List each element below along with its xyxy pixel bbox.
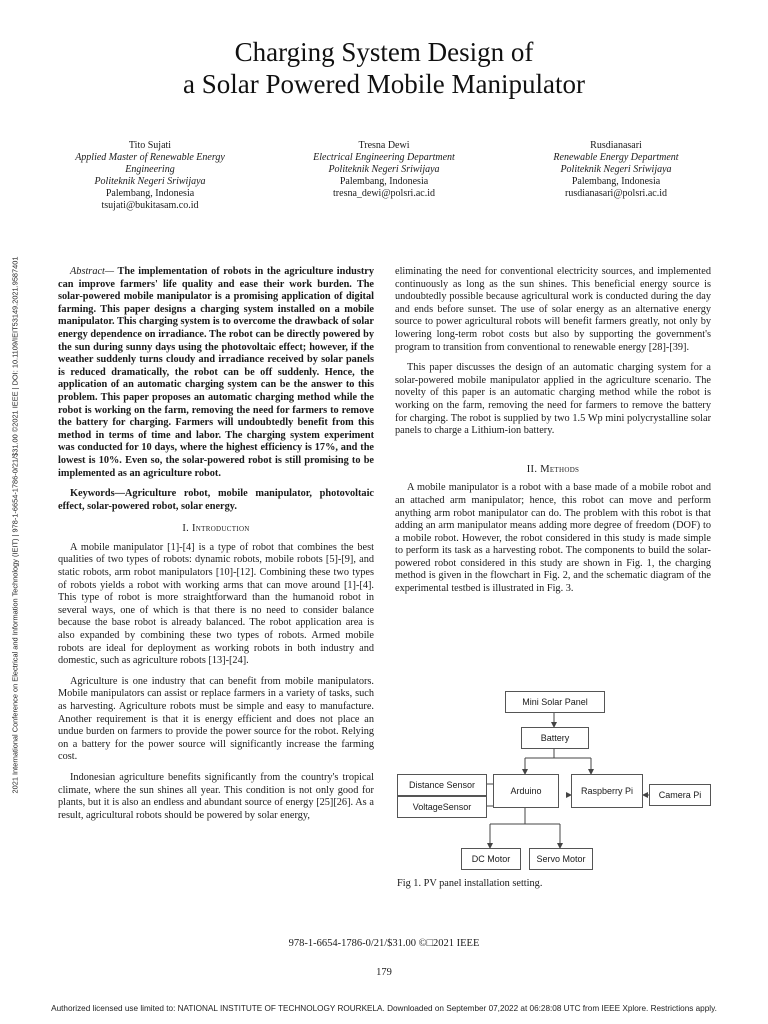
author-email: tresna_dewi@polsri.ac.id (333, 188, 435, 199)
keywords: Keywords—Agriculture robot, mobile manipulator, photovoltaic effect, solar-powered robot, solar energy. (58, 488, 374, 512)
paper-title (0, 36, 768, 100)
dc-motor-box: DC Motor (461, 848, 521, 870)
author-institution: Politeknik Negeri Sriwijaya (328, 164, 440, 175)
page-number: 179 (376, 967, 392, 978)
distance-sensor-box: Distance Sensor (397, 774, 487, 796)
title-line-1: Charging System Design of (234, 37, 534, 67)
author-email: rusdianasari@polsri.ac.id (565, 188, 667, 199)
author-dept: Renewable Energy Department (553, 152, 679, 163)
methods-paragraph-1: A mobile manipulator is a robot with a base made of a mobile robot and an attached arm manipulator; hence, this robot can move and perform anything arm robot manipulator can do. The problem with this robot is that adding an arm manipulator means adding more degree of freedom (DOF) to a mobile robot. However, the robot considered in this study is made simple to perform its task as a harvesting robot. The components to build the solar-powered robot considered in this study are shown in Fig. 1, the charging method is given in the flowchart in Fig. 2, and the schematic diagram of the experimental testbed is illustrated in Fig. 3. (395, 482, 711, 595)
author-dept: Applied Master of Renewable Energy (75, 152, 225, 163)
right-column (395, 266, 711, 604)
author-city: Palembang, Indonesia (571, 176, 661, 187)
license-notice: Authorized licensed use limited to: NATIONAL INSTITUTE OF TECHNOLOGY ROURKELA. Downloaded on September 07,2022 at 06:28:08 UTC from IEEE Xplore. Restrictions apply. (51, 1004, 717, 1013)
author-email: tsujati@bukitasam.co.id (101, 200, 199, 211)
intro-paragraph-2: Agriculture is one industry that can benefit from mobile manipulators. Mobile manipulators can assist or replace farmers in a variety of tasks, such as harvesting. Agriculture robots must be simple and easy to manufacture. Another requirement is that it is energy efficient and does not place an undue burden on farmers to provide the power source for the robot. Relying on a battery for the power source will significantly increase the farming cost. (58, 675, 374, 763)
battery-box: Battery (521, 727, 589, 749)
arduino-box: Arduino (493, 774, 559, 808)
camera-pi-box: Camera Pi (649, 784, 711, 806)
section-number: II. (526, 463, 538, 475)
section-heading-methods (395, 464, 711, 477)
author-block-1 (50, 140, 250, 212)
intro-paragraph-3: Indonesian agriculture benefits significantly from the country's tropical climate, where the sun shines all year. This condition is not only good for plants, but it is also an endless and abundant source of energy [25][26]. As a result, agricultural robots should be powered by solar energy, (58, 771, 374, 821)
figure-1-diagram (395, 688, 713, 872)
abstract-text: The implementation of robots in the agriculture industry can improve farmers' life quality and ease their work burden. The solar-powered mobile manipulator is a promising application of digital farming. This paper designs a charging system installed on a mobile manipulator. This charging system is to overcome the drawback of solar energy dependence on irradiance. The robot can be directly powered by the sun during sunny days using the photovoltaic effect; however, if the weather suddenly turns cloudy and irradiance received by solar panels is reduced dramatically, the robot can be off suddenly. Hence, the application of an automatic charging system can be the answer to this problem. This paper proposes an automatic charging method while the robot is working on the farm, removing the need for farmers to remove the battery for charging. Farmers will undoubtedly benefit from this method in terms of time and labor. The charging system experiment was conducted for 10 days, where the highest efficiency is 17%, and the lowest is 10%. Even so, the solar-powered robot is still promising to be implemented as an agriculture robot. (58, 266, 374, 479)
author-city: Palembang, Indonesia (339, 176, 429, 187)
author-name: Rusdianasari (590, 140, 642, 151)
author-name: Tresna Dewi (358, 140, 410, 151)
author-institution: Politeknik Negeri Sriwijaya (94, 176, 206, 187)
right-paragraph-1: eliminating the need for conventional electricity sources, and implemented continuously as long as the sun shines. This beneficial energy source is undoubtedly possible because agricultural work is conducted during the day and ends before sunset. The use of solar energy as an alternative energy source to power agricultural robots will benefit farmers greatly, not only by lowering long-term robot costs but also by supporting the government's program to transition from conventional to renewable energy [28]-[39]. (395, 266, 711, 353)
author-name: Tito Sujati (128, 140, 172, 151)
right-paragraph-2: This paper discusses the design of an automatic charging system for a solar-powered mobile manipulator applied in the agriculture scenario. The novelty of this paper is an automatic charging method while the robot is working on the farm, removing the need for farmers to remove the battery for charging. The robot is supplied by two 1.5 Wp mini polycrystalline solar panels to charge a Lithium-ion battery. (395, 362, 711, 437)
mini-solar-panel-box: Mini Solar Panel (505, 691, 605, 713)
section-title: Introduction (192, 523, 250, 535)
figure-1-caption: Fig 1. PV panel installation setting. (397, 878, 543, 889)
author-block-2 (284, 140, 484, 200)
author-dept: Electrical Engineering Department (313, 152, 455, 163)
sidebar-text: 2021 International Conference on Electrical and Information Technology (IEIT) | 978-1-6654-1786-0/21/$31.00 ©2021 IEEE | DOI: 10.1109/IEIT53149.2021.9587401 (10, 256, 20, 794)
abstract-lead: Abstract— (70, 266, 115, 277)
servo-motor-box: Servo Motor (529, 848, 593, 870)
raspberry-pi-box: Raspberry Pi (571, 774, 643, 808)
section-number: I. (182, 523, 190, 535)
intro-paragraph-1: A mobile manipulator [1]-[4] is a type of robot that combines the best qualities of two types of robots: dynamic robots, mobile robots [5]-[9], and static robots, arm robot manipulators [10]-[12]. Combining these two types of robots yields a robot with working arms that can move around [1]-[4]. This type of robot is more straightforward than the humanoid robot in several ways, one of which is that there is no need to consider balance because the base robot is already balanced. The robot application area is also expanded by combining these two types of robots. Armed mobile robots are ideal for deployment as working robots in both industry and domestic, such as agriculture robots [13]-[24]. (58, 541, 374, 667)
author-city: Palembang, Indonesia (105, 188, 195, 199)
left-column (58, 266, 374, 830)
section-heading-introduction (58, 523, 374, 536)
section-title: Methods (540, 463, 580, 475)
abstract (58, 266, 374, 480)
author-block-3 (516, 140, 716, 200)
author-dept-cont: Engineering (125, 164, 175, 175)
copyright-footer: 978-1-6654-1786-0/21/$31.00 ©□2021 IEEE (288, 938, 480, 949)
voltage-sensor-box: VoltageSensor (397, 796, 487, 818)
title-line-2: a Solar Powered Mobile Manipulator (183, 69, 585, 99)
author-institution: Politeknik Negeri Sriwijaya (560, 164, 672, 175)
conference-sidebar (8, 180, 22, 870)
